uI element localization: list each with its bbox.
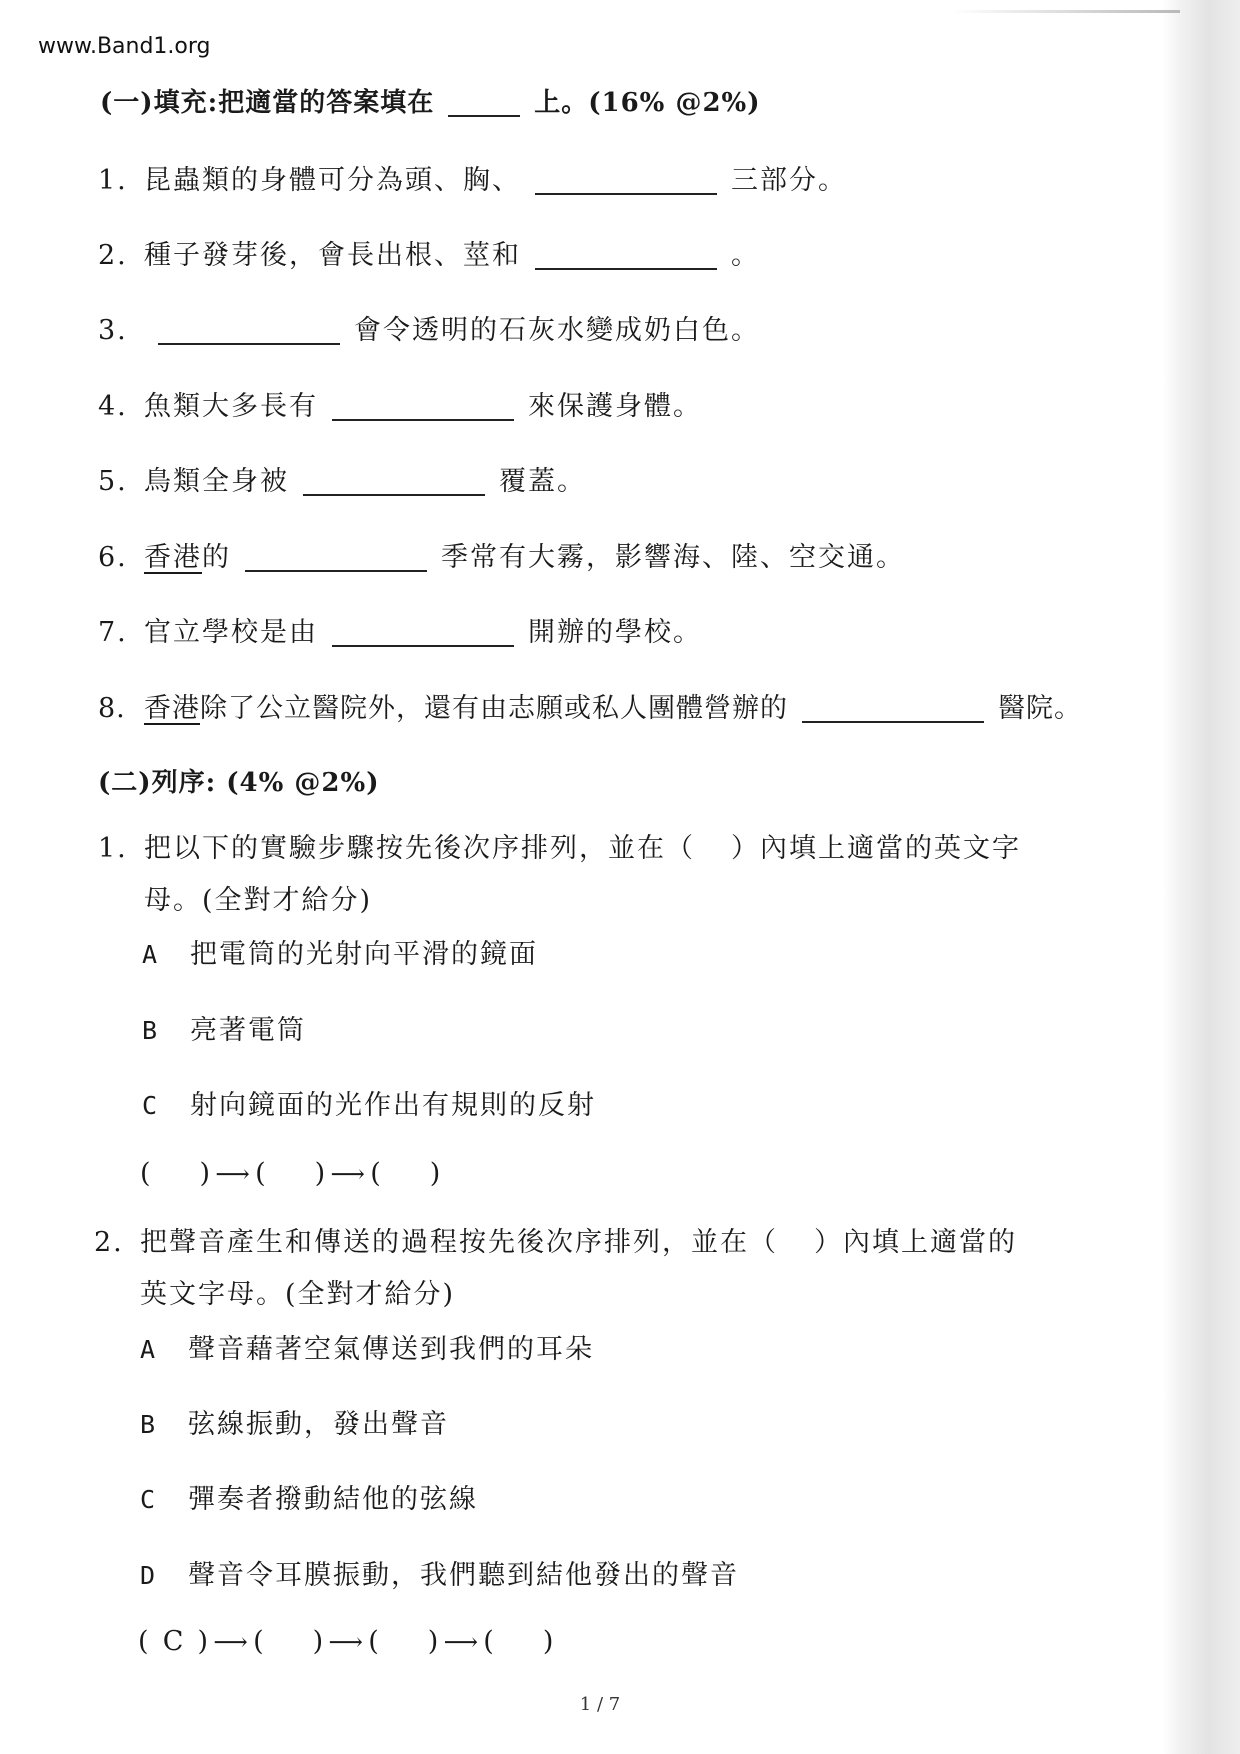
item-text: 除了公立醫院外，還有由志願或私人團體營辦的 xyxy=(200,693,788,724)
fill-item-7 xyxy=(98,610,702,649)
item-number: 6. xyxy=(98,542,128,573)
q1-option-b xyxy=(142,1008,306,1047)
question-text: 把聲音產生和傳送的過程按先後次序排列，並在（ xyxy=(140,1227,778,1258)
answer-blank-1[interactable] xyxy=(535,191,717,195)
option-text: 聲音令耳膜振動，我們聽到結他發出的聲音 xyxy=(188,1560,739,1591)
arrow-icon: ⟶ xyxy=(328,1628,364,1656)
item-number: 2. xyxy=(98,240,128,271)
option-letter: D xyxy=(140,1561,158,1590)
place-name: 香港 xyxy=(144,693,200,724)
item-text-after: 開辦的學校。 xyxy=(528,617,702,648)
answer-blank-3[interactable] xyxy=(158,341,340,345)
scan-edge-shadow xyxy=(1162,0,1240,1754)
item-text: 魚類大多長有 xyxy=(144,391,318,422)
q2-option-b xyxy=(140,1402,449,1441)
option-text: 亮著電筒 xyxy=(190,1015,306,1046)
scan-top-mark xyxy=(952,10,1180,13)
fill-item-2 xyxy=(98,233,760,272)
option-letter: C xyxy=(140,1485,158,1514)
arrow-icon: ⟶ xyxy=(213,1628,249,1656)
q2-option-c xyxy=(140,1477,478,1516)
answer-blank-7[interactable] xyxy=(332,643,514,647)
answer-blank-5[interactable] xyxy=(303,492,485,496)
option-letter: B xyxy=(142,1016,160,1045)
section2-heading: (二)列序: (4% @2%) xyxy=(98,768,380,798)
answer-blank-8[interactable] xyxy=(802,719,984,723)
fill-item-5 xyxy=(98,459,586,498)
q1-option-a xyxy=(142,932,538,971)
item-text-after: 覆蓋。 xyxy=(499,466,586,497)
arrow-icon: ⟶ xyxy=(330,1160,366,1188)
fill-item-1 xyxy=(98,158,847,197)
answer-blank-4[interactable] xyxy=(332,417,514,421)
item-text-after: 三部分。 xyxy=(731,165,847,196)
order-question-1-line2: 母。(全對才給分) xyxy=(144,885,373,916)
option-text: 射向鏡面的光作出有規則的反射 xyxy=(190,1090,596,1121)
item-number: 2. xyxy=(94,1227,124,1258)
option-letter: B xyxy=(140,1410,158,1439)
item-text: 種子發芽後，會長出根、莖和 xyxy=(144,240,521,271)
answer-blank-6[interactable] xyxy=(245,568,427,572)
question-text-end: ）內填上適當的英文字 xyxy=(731,833,1021,864)
section1-title: (一)填充:把適當的答案填在 xyxy=(100,88,435,118)
item-number: 1. xyxy=(98,165,128,196)
section1-title-end: 上。(16% @2%) xyxy=(534,88,761,118)
item-text-after: 來保護身體。 xyxy=(528,391,702,422)
question-text: 把以下的實驗步驟按先後次序排列，並在（ xyxy=(144,833,695,864)
fill-item-6 xyxy=(98,535,905,574)
question-text-end: ）內填上適當的 xyxy=(814,1227,1017,1258)
order-question-2 xyxy=(94,1220,1017,1259)
q2-sequence: ( C ) ⟶ ( ) ⟶ ( ) ⟶ ( ) xyxy=(138,1626,555,1657)
item-number: 8. xyxy=(98,693,126,724)
option-text: 彈奏者撥動結他的弦線 xyxy=(188,1484,478,1515)
item-number: 1. xyxy=(98,833,128,864)
item-text-after: 會令透明的石灰水變成奶白色。 xyxy=(354,315,760,346)
q2-option-a xyxy=(140,1327,594,1366)
item-text: 的 xyxy=(202,542,231,573)
option-letter: C xyxy=(142,1091,160,1120)
item-number: 3. xyxy=(98,315,128,346)
option-letter: A xyxy=(140,1335,158,1364)
item-text-after: 。 xyxy=(731,240,760,271)
item-text: 昆蟲類的身體可分為頭、胸、 xyxy=(144,165,521,196)
fill-item-4 xyxy=(98,384,702,423)
item-text-after: 季常有大霧，影響海、陸、空交通。 xyxy=(441,542,905,573)
option-letter: A xyxy=(142,940,160,969)
site-watermark: www.Band1.org xyxy=(38,34,211,59)
item-text: 鳥類全身被 xyxy=(144,466,289,497)
fill-item-3 xyxy=(98,308,760,347)
q2-option-d xyxy=(140,1553,739,1592)
arrow-icon: ⟶ xyxy=(443,1628,479,1656)
arrow-icon: ⟶ xyxy=(215,1160,251,1188)
option-text: 弦線振動，發出聲音 xyxy=(188,1409,449,1440)
item-text-after: 醫院。 xyxy=(998,693,1082,724)
section1-heading xyxy=(100,82,761,119)
fill-item-8 xyxy=(98,686,1082,725)
heading-blank xyxy=(448,113,520,117)
option-text: 把電筒的光射向平滑的鏡面 xyxy=(190,939,538,970)
order-question-1 xyxy=(98,826,1021,865)
q2-answer-slot-1[interactable]: C xyxy=(162,1626,185,1657)
item-text: 官立學校是由 xyxy=(144,617,318,648)
q1-sequence: ( ) ⟶ ( ) ⟶ ( ) xyxy=(140,1158,442,1189)
option-text: 聲音藉著空氣傳送到我們的耳朵 xyxy=(188,1334,594,1365)
q1-option-c xyxy=(142,1083,596,1122)
item-number: 4. xyxy=(98,391,128,422)
answer-blank-2[interactable] xyxy=(535,266,717,270)
page-number: 1 / 7 xyxy=(579,1694,621,1715)
place-name: 香港 xyxy=(144,542,202,573)
order-question-2-line2: 英文字母。(全對才給分) xyxy=(140,1279,456,1310)
item-number: 7. xyxy=(98,617,128,648)
item-number: 5. xyxy=(98,466,128,497)
